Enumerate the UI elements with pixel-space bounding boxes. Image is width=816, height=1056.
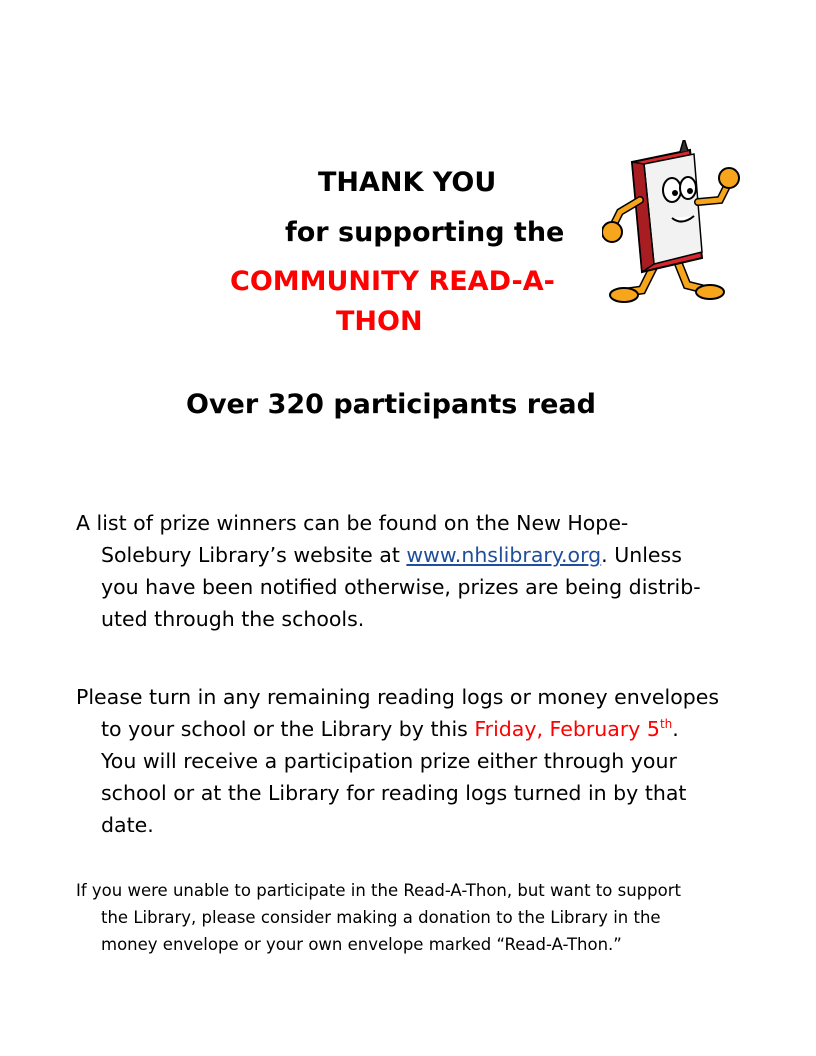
participants-heading: Over 320 participants read <box>186 389 596 420</box>
paragraph-line: uted through the schools. <box>101 607 365 631</box>
title-event-line2: THON <box>336 306 423 337</box>
deadline-date <box>474 717 672 741</box>
prize-winners-paragraph <box>76 507 736 635</box>
paragraph-line: money envelope or your own envelope marked “Read-A-Thon.” <box>101 935 622 954</box>
paragraph-line: school or at the Library for reading logs turned in by that <box>101 781 687 805</box>
deadline-ordinal: th <box>659 717 673 732</box>
paragraph-line: If you were unable to participate in the Read-A-Thon, but want to support <box>76 881 681 900</box>
paragraph-line: Please turn in any remaining reading logs or money envelopes <box>76 685 720 709</box>
library-website-link[interactable]: www.nhslibrary.org <box>406 543 602 567</box>
paragraph-line: the Library, please consider making a donation to the Library in the <box>101 908 661 927</box>
paragraph-text: Solebury Library’s website at <box>101 543 407 567</box>
paragraph-line: A list of prize winners can be found on the New Hope- <box>76 511 629 535</box>
running-book-icon <box>602 140 742 310</box>
title-thank-you: THANK YOU <box>318 167 497 198</box>
paragraph-line <box>76 713 736 745</box>
title-event-line1: COMMUNITY READ-A- <box>230 266 555 297</box>
paragraph-line <box>76 539 736 571</box>
paragraph-text: . Unless <box>601 543 682 567</box>
deadline-text: Friday, February 5 <box>474 717 660 741</box>
paragraph-line: date. <box>101 813 154 837</box>
paragraph-text: . <box>672 717 679 741</box>
paragraph-text: to your school or the Library by this <box>101 717 475 741</box>
paragraph-line: you have been notified otherwise, prizes are being distrib- <box>101 575 701 599</box>
title-supporting: for supporting the <box>285 217 565 248</box>
donation-paragraph <box>76 877 736 958</box>
reading-logs-paragraph <box>76 681 736 841</box>
paragraph-line: You will receive a participation prize either through your <box>101 749 677 773</box>
